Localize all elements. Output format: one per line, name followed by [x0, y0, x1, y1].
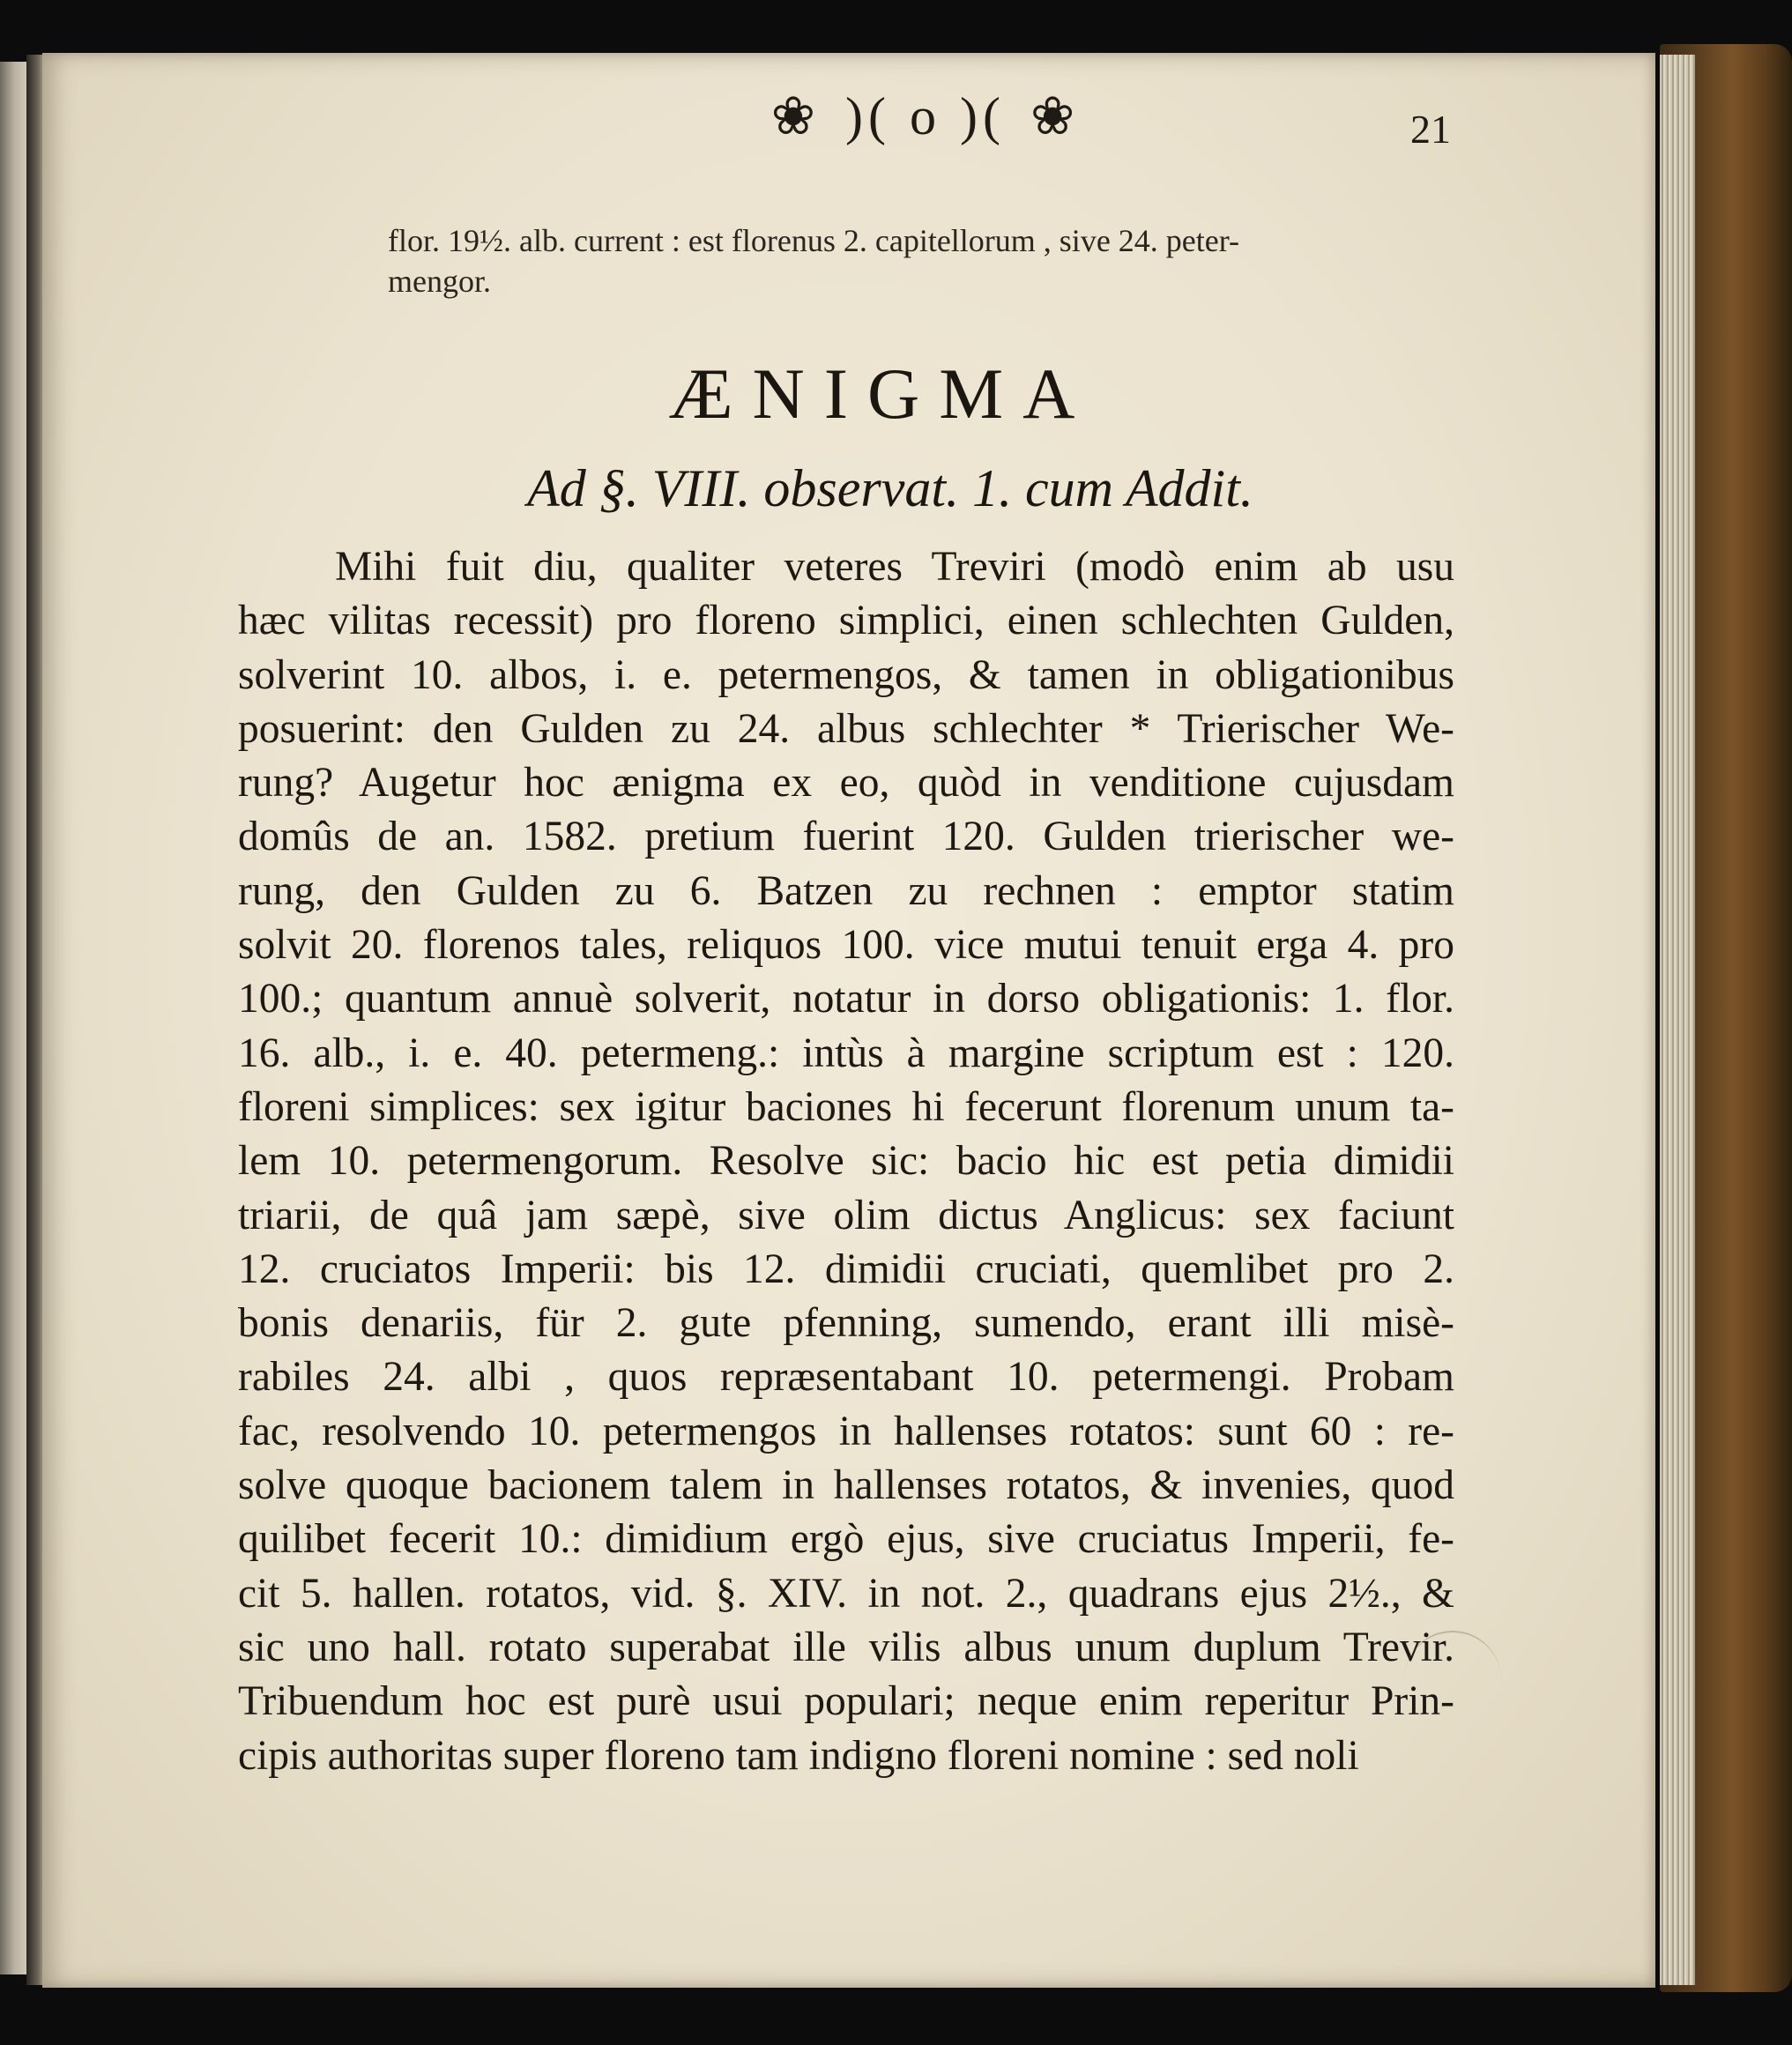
- page-stack-edge: [1660, 55, 1695, 1985]
- body-text: [238, 540, 1454, 1783]
- footnote: [388, 220, 1446, 301]
- body-line: quilibet fecerit 10.: dimidium ergò ejus, sive cruciatus Imperii, fe-: [238, 1516, 1454, 1563]
- page-number: 21: [1410, 107, 1451, 152]
- footnote-line-2: mengor.: [388, 264, 491, 299]
- body-line: 12. cruciatos Imperii: bis 12. dimidii cruciati, quemlibet pro 2.: [238, 1246, 1454, 1292]
- body-line: 16. alb., i. e. 40. petermeng.: intùs à margine scriptum est : 120.: [238, 1030, 1454, 1076]
- body-line: solve quoque bacionem talem in hallenses rotatos, & invenies, quod: [238, 1462, 1454, 1509]
- body-line: cit 5. hallen. rotatos, vid. §. XIV. in not. 2., quadrans ejus 2½., &: [238, 1570, 1454, 1617]
- body-line: fac, resolvendo 10. petermengos in hallenses rotatos: sunt 60 : re-: [238, 1408, 1454, 1454]
- body-line: solvit 20. florenos tales, reliquos 100. vice mutui tenuit erga 4. pro: [238, 922, 1454, 969]
- page-subtitle: Ad §. VIII. observat. 1. cum Addit.: [527, 459, 1253, 517]
- ornament-right-icon: ❀: [1030, 87, 1081, 145]
- body-line: triarii, de quâ jam sæpè, sive olim dictus Anglicus: sex faciunt: [238, 1192, 1454, 1238]
- body-line: rung, den Gulden zu 6. Batzen zu rechnen : emptor statim: [238, 867, 1454, 914]
- body-line: hæc vilitas recessit) pro floreno simplici, einen schlechten Gulden,: [238, 598, 1454, 644]
- body-line: solverint 10. albos, i. e. petermengos, & tamen in obligationibus: [238, 651, 1454, 698]
- body-line: cipis authoritas super floreno tam indigno floreni nomine : sed noli: [238, 1732, 1359, 1779]
- body-line: floreni simplices: sex igitur baciones hi fecerunt florenum unum ta-: [238, 1083, 1454, 1130]
- body-line: rung? Augetur hoc ænigma ex eo, quòd in venditione cujusdam: [238, 760, 1454, 807]
- body-line: 100.; quantum annuè solverit, notatur in dorso obligationis: 1. flor.: [238, 976, 1454, 1022]
- footnote-line-1: flor. 19½. alb. current : est florenus 2. capitellorum , sive 24. peter-: [388, 223, 1240, 258]
- body-line: bonis denariis, für 2. gute pfenning, sumendo, erant illi misè-: [238, 1300, 1454, 1347]
- ornament-center: )( o )(: [845, 86, 1006, 145]
- body-line: sic uno hall. rotato superabat ille vilis albus unum duplum Trevir.: [238, 1624, 1454, 1670]
- body-line: Tribuendum hoc est purè usui populari; neque enim reperitur Prin-: [238, 1678, 1454, 1725]
- body-line: domûs de an. 1582. pretium fuerint 120. Gulden trierischer we-: [238, 814, 1454, 860]
- body-line: lem 10. petermengorum. Resolve sic: bacio hic est petia dimidii: [238, 1138, 1454, 1185]
- body-line: rabiles 24. albi , quos repræsentabant 10. petermengi. Probam: [238, 1354, 1454, 1401]
- body-line: Mihi fuit diu, qualiter veteres Treviri (modò enim ab usu: [335, 544, 1454, 590]
- body-line: posuerint: den Gulden zu 24. albus schlechter * Trierischer We-: [238, 705, 1454, 752]
- page-title: ÆNIGMA: [668, 353, 1095, 434]
- running-header-ornament: [617, 81, 1234, 152]
- ornament-left-icon: ❀: [770, 87, 822, 145]
